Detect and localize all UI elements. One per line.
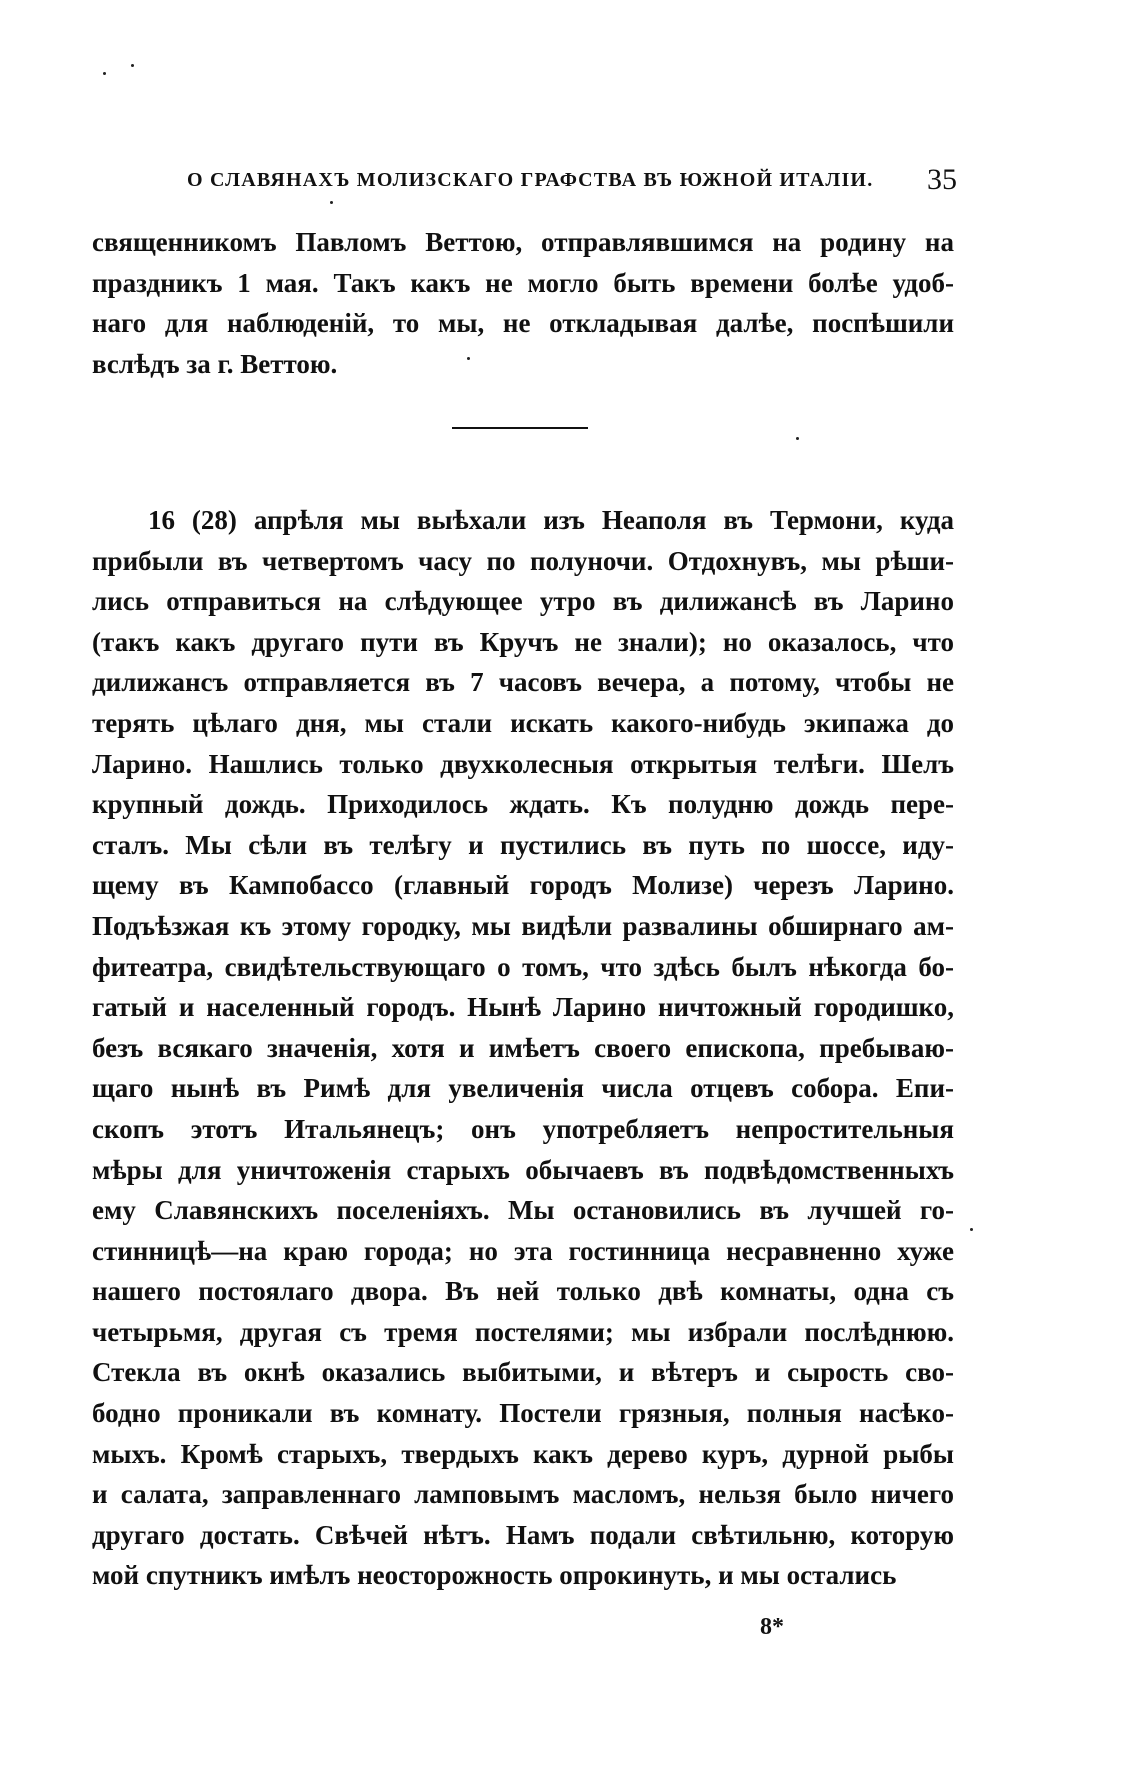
text-line: священникомъ Павломъ Веттою, отправлявшимся на родину на (92, 227, 954, 257)
text-line: прибыли въ четвертомъ часу по полуночи. Отдохнувъ, мы рѣши- (92, 545, 954, 576)
text-line: мыхъ. Кромѣ старыхъ, твердыхъ какъ дерево куръ, дурной рыбы (92, 1438, 954, 1469)
print-speck (796, 437, 799, 440)
text-line: другаго достать. Свѣчей нѣтъ. Намъ подали свѣтильню, которую (92, 1519, 954, 1550)
text-line: безъ всякаго значенія, хотя и имѣетъ своего епископа, пребываю- (92, 1032, 954, 1063)
text-line: мой спутникъ имѣлъ неосторожность опрокинуть, и мы остались (92, 1560, 897, 1591)
text-line: и салата, заправленнаго ламповымъ масломъ, нельзя было ничего (92, 1479, 954, 1510)
print-speck (330, 201, 333, 204)
text-line: Подъѣзжая къ этому городку, мы видѣли развалины обширнаго ам- (92, 910, 954, 941)
text-line: наго для наблюденій, то мы, не откладывая далѣе, поспѣшили (92, 308, 954, 339)
text-line: щему въ Кампобассо (главный городъ Молизе) черезъ Ларино. (92, 870, 954, 901)
text-line: лись отправиться на слѣдующее утро въ дилижансѣ въ Ларино (92, 586, 954, 617)
text-line: щаго нынѣ въ Римѣ для увеличенія числа отцевъ собора. Епи- (92, 1073, 954, 1104)
text-line: дилижансъ отправляется въ 7 часовъ вечера, а потому, чтобы не (92, 667, 954, 698)
running-head (187, 163, 957, 203)
text-line: гатый и населенный городъ. Нынѣ Ларино ничтожный городишко, (92, 992, 954, 1023)
text-line: нашего постоялаго двора. Въ ней только двѣ комнаты, одна съ (92, 1276, 954, 1307)
text-line: мѣры для уничтоженія старыхъ обычаевъ въ подвѣдомственныхъ (92, 1154, 954, 1185)
text-line: бодно проникали въ комнату. Постели грязныя, полныя насѣко- (92, 1398, 954, 1429)
print-speck (970, 1228, 973, 1231)
text-line: фитеатра, свидѣтельствующаго о томъ, что здѣсь былъ нѣкогда бо- (92, 951, 954, 982)
print-speck (103, 72, 106, 75)
text-line: скопъ этотъ Итальянецъ; онъ употребляетъ непростительныя (92, 1113, 954, 1144)
running-title: О СЛАВЯНАХЪ МОЛИЗСКАГО ГРАФСТВА ВЪ ЮЖНОЙ ИТАЛІИ. (187, 169, 874, 191)
print-speck (131, 64, 134, 67)
text-line: сталъ. Мы сѣли въ телѣгу и пустились въ путь по шоссе, иду- (92, 829, 954, 860)
section-separator (452, 427, 588, 429)
text-line: Ларино. Нашлись только двухколесныя открытыя телѣги. Шелъ (92, 748, 954, 779)
paragraph-1 (92, 222, 954, 384)
print-speck (467, 357, 470, 360)
text-line: крупный дождь. Приходилось ждать. Къ полудню дождь пере- (92, 789, 954, 820)
text-line: ему Славянскихъ поселеніяхъ. Мы остановились въ лучшей го- (92, 1195, 954, 1226)
text-line: четырьмя, другая съ тремя постелями; мы избрали послѣднюю. (92, 1316, 954, 1347)
signature-mark: 8* (760, 1614, 784, 1640)
text-line: вслѣдъ за г. Веттою. (92, 348, 338, 379)
page-number: 35 (927, 163, 957, 196)
text-line: Стекла въ окнѣ оказались выбитыми, и вѣтеръ и сырость сво- (92, 1357, 954, 1388)
text-line: 16 (28) апрѣля мы выѣхали изъ Неаполя въ Термони, куда (148, 505, 954, 535)
text-line: праздникъ 1 мая. Такъ какъ не могло быть времени болѣе удоб- (92, 267, 954, 298)
text-line: (такъ какъ другаго пути въ Кручъ не знали); но оказалось, что (92, 626, 954, 657)
text-line: терять цѣлаго дня, мы стали искать какого-нибудь экипажа до (92, 707, 954, 738)
text-line: стинницѣ—на краю города; но эта гостинница несравненно хуже (92, 1235, 954, 1266)
paragraph-2 (92, 500, 954, 1596)
